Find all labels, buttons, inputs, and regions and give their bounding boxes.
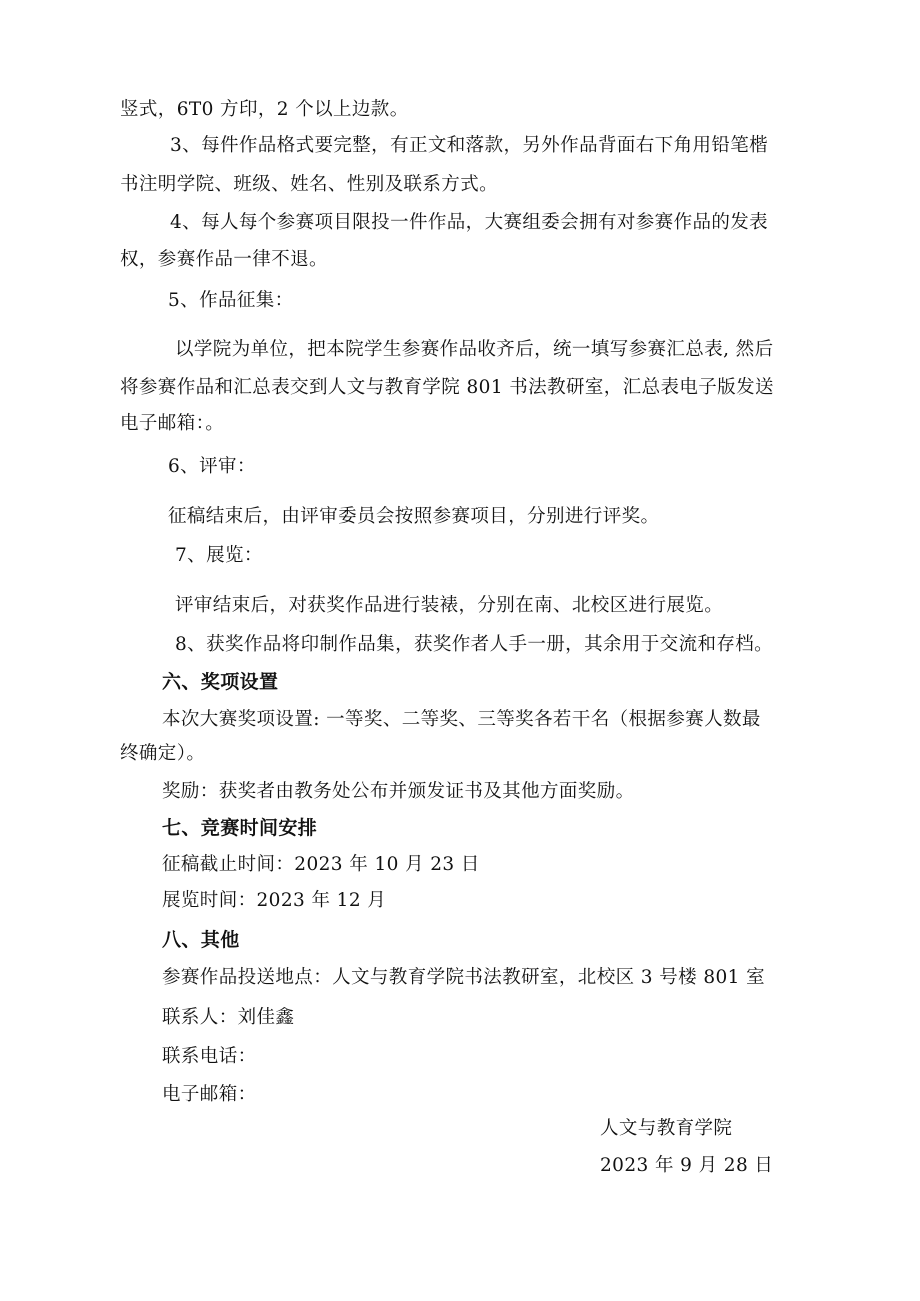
signature-organization: 人文与教育学院 <box>600 1118 733 1139</box>
text-line: 5、作品征集： <box>168 290 294 311</box>
text-line: 奖励：获奖者由教务处公布并颁发证书及其他方面奖励。 <box>162 781 635 802</box>
text-line: 竖式，6T0 方印，2 个以上边款。 <box>120 99 409 120</box>
text-line: 参赛作品投送地点：人文与教育学院书法教研室，北校区 3 号楼 801 室 <box>162 967 766 988</box>
section-heading-schedule: 七、竞赛时间安排 <box>162 817 318 839</box>
text-line: 8、获奖作品将印制作品集，获奖作者人手一册，其余用于交流和存档。 <box>175 634 774 655</box>
text-line: 6、评审： <box>168 456 256 477</box>
text-line: 征稿截止时间：2023 年 10 月 23 日 <box>162 854 480 875</box>
text-line: 联系人：刘佳鑫 <box>162 1007 295 1028</box>
text-line: 权，参赛作品一律不退。 <box>120 249 328 270</box>
section-heading-awards: 六、奖项设置 <box>162 671 279 693</box>
text-line: 终确定）。 <box>120 743 206 764</box>
text-line: 评审结束后，对获奖作品进行装裱，分别在南、北校区进行展览。 <box>175 595 724 616</box>
section-heading-other: 八、其他 <box>162 929 240 951</box>
text-line: 电子邮箱：。 <box>120 413 225 434</box>
text-line: 7、展览： <box>175 545 263 566</box>
text-line: 3、每件作品格式要完整，有正文和落款，另外作品背面右下角用铅笔楷 <box>170 135 769 156</box>
text-line: 本次大赛奖项设置: 一等奖、二等奖、三等奖各若干名（根据参赛人数最 <box>162 709 761 730</box>
text-line: 展览时间：2023 年 12 月 <box>162 890 387 911</box>
text-line: 电子邮箱： <box>162 1084 257 1105</box>
text-line: 联系电话： <box>162 1046 257 1067</box>
text-line: 以学院为单位，把本院学生参赛作品收齐后，统一填写参赛汇总表, 然后 <box>175 339 774 360</box>
text-line: 书注明学院、班级、姓名、性别及联系方式。 <box>120 174 499 195</box>
text-line: 将参赛作品和汇总表交到人文与教育学院 801 书法教研室，汇总表电子版发送 <box>120 377 774 398</box>
text-line: 4、每人每个参赛项目限投一件作品，大赛组委会拥有对参赛作品的发表 <box>170 212 769 233</box>
signature-date: 2023 年 9 月 28 日 <box>600 1155 774 1176</box>
text-line: 征稿结束后，由评审委员会按照参赛项目，分别进行评奖。 <box>168 506 660 527</box>
